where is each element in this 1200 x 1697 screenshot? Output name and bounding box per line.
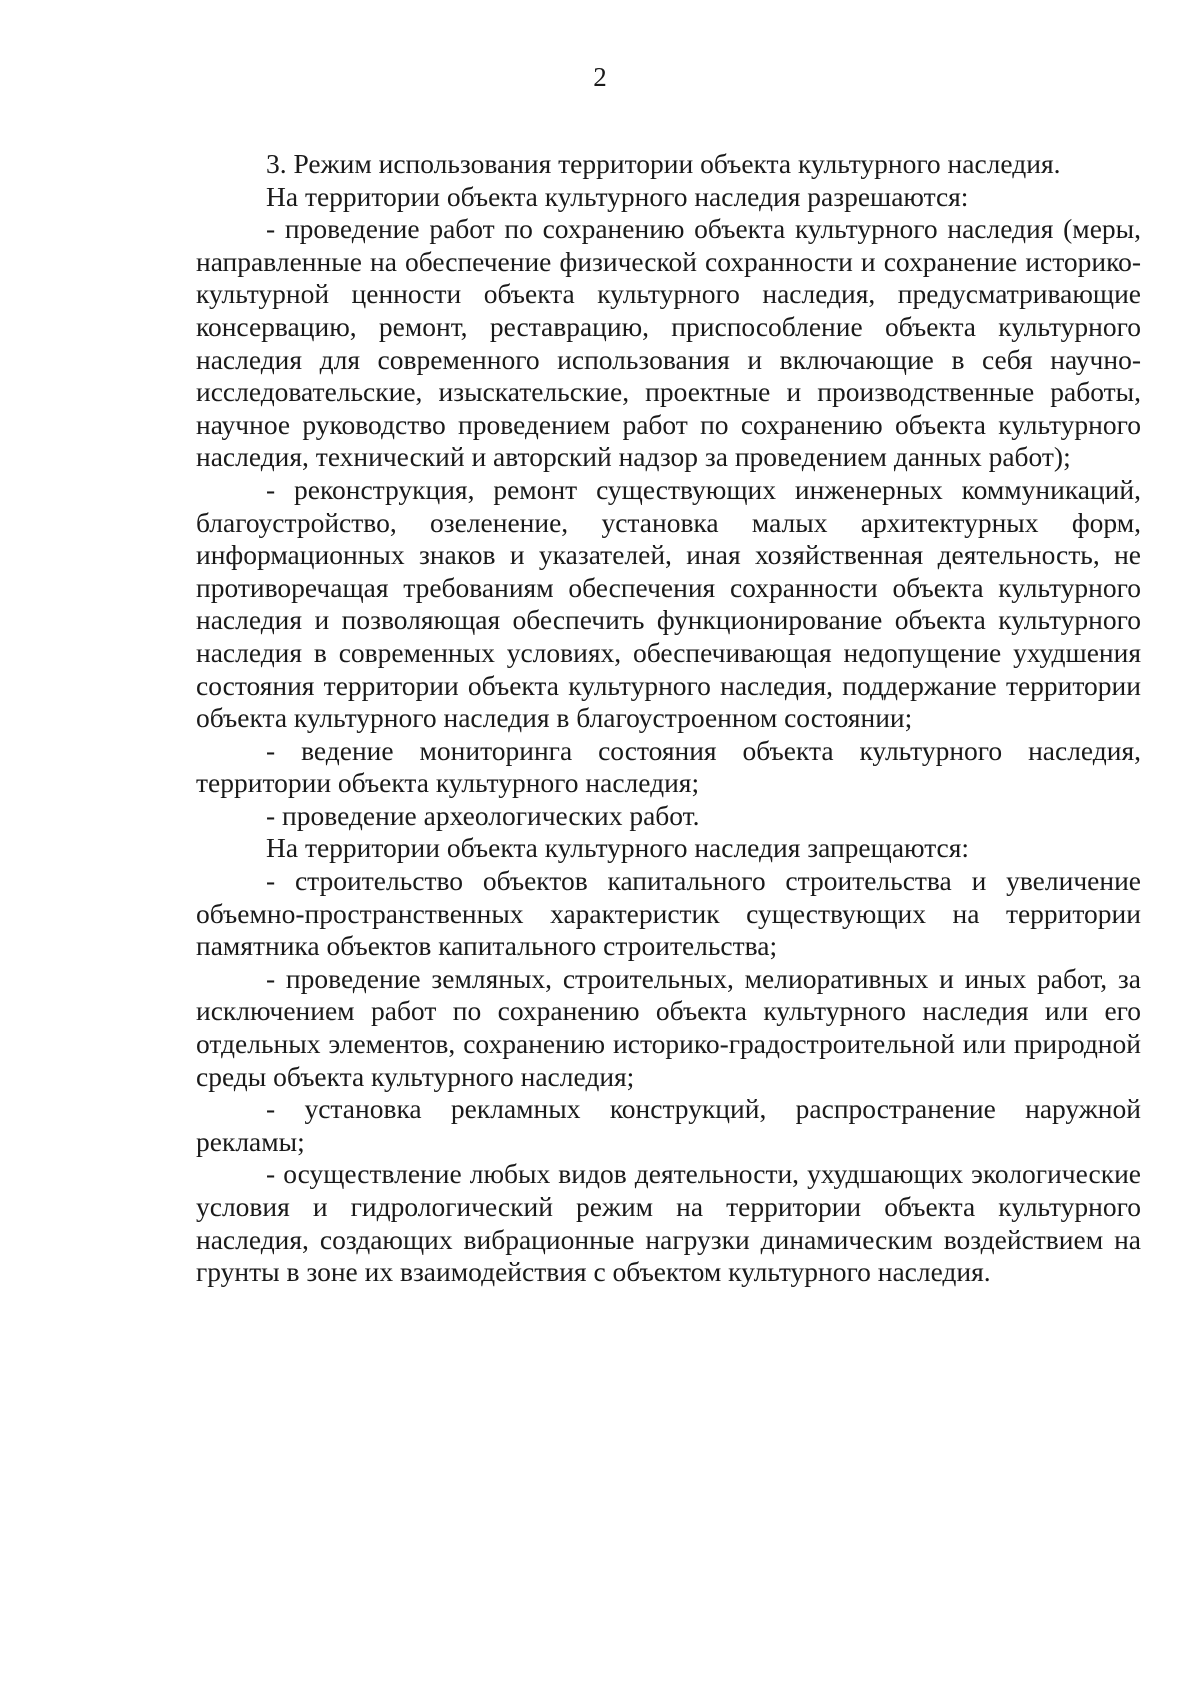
prohibited-intro: На территории объекта культурного наследия запрещаются:	[266, 832, 970, 864]
page-number: 2	[593, 62, 607, 92]
document-body	[196, 148, 1141, 1289]
prohibited-item-advertising: - установка рекламных конструкций, распространение наружной рекламы;	[196, 1093, 1141, 1157]
permitted-item-reconstruction: - реконструкция, ремонт существующих инженерных коммуникаций, благоустройство, озеленение, установка малых архитектурных форм, информационных знаков и указателей, иная хозяйственная деятельность, не противоречащая требованиям обеспечения сохранности объекта культурного наследия и позволяющая обеспечить функционирование объекта культурного наследия в современных условиях, обеспечивающая недопущение ухудшения состояния территории объекта культурного наследия, поддержание территории объекта культурного наследия в благоустроенном состоянии;	[196, 473, 1141, 734]
prohibited-item-construction: - строительство объектов капитального строительства и увеличение объемно-пространственных характеристик существующих на территории памятника объектов капитального строительства;	[196, 865, 1141, 962]
permitted-item-preservation-works: - проведение работ по сохранению объекта культурного наследия (меры, направленные на обеспечение физической сохранности и сохранение историко-культурной ценности объекта культурного наследия, предусматривающие консервацию, ремонт, реставрацию, приспособление объекта культурного наследия для современного использования и включающие в себя научно-исследовательские, изыскательские, проектные и производственные работы, научное руководство проведением работ по сохранению объекта культурного наследия, технический и авторский надзор за проведением данных работ);	[196, 213, 1141, 473]
section-heading: 3. Режим использования территории объекта культурного наследия.	[266, 148, 1061, 179]
prohibited-item-harmful-activity: - осуществление любых видов деятельности, ухудшающих экологические условия и гидрологический режим на территории объекта культурного наследия, создающих вибрационные нагрузки динамическим воздействием на грунты в зоне их взаимодействия с объектом культурного наследия.	[196, 1158, 1141, 1288]
permitted-intro: На территории объекта культурного наследия разрешаются:	[266, 180, 969, 212]
permitted-item-archaeology: - проведение археологических работ.	[266, 799, 700, 831]
prohibited-item-earthworks: - проведение земляных, строительных, мелиоративных и иных работ, за исключением работ по сохранению объекта культурного наследия или его отдельных элементов, сохранению историко-градостроительной или природной среды объекта культурного наследия;	[196, 962, 1141, 1092]
permitted-item-monitoring: - ведение мониторинга состояния объекта культурного наследия, территории объекта культурного наследия;	[196, 734, 1141, 799]
